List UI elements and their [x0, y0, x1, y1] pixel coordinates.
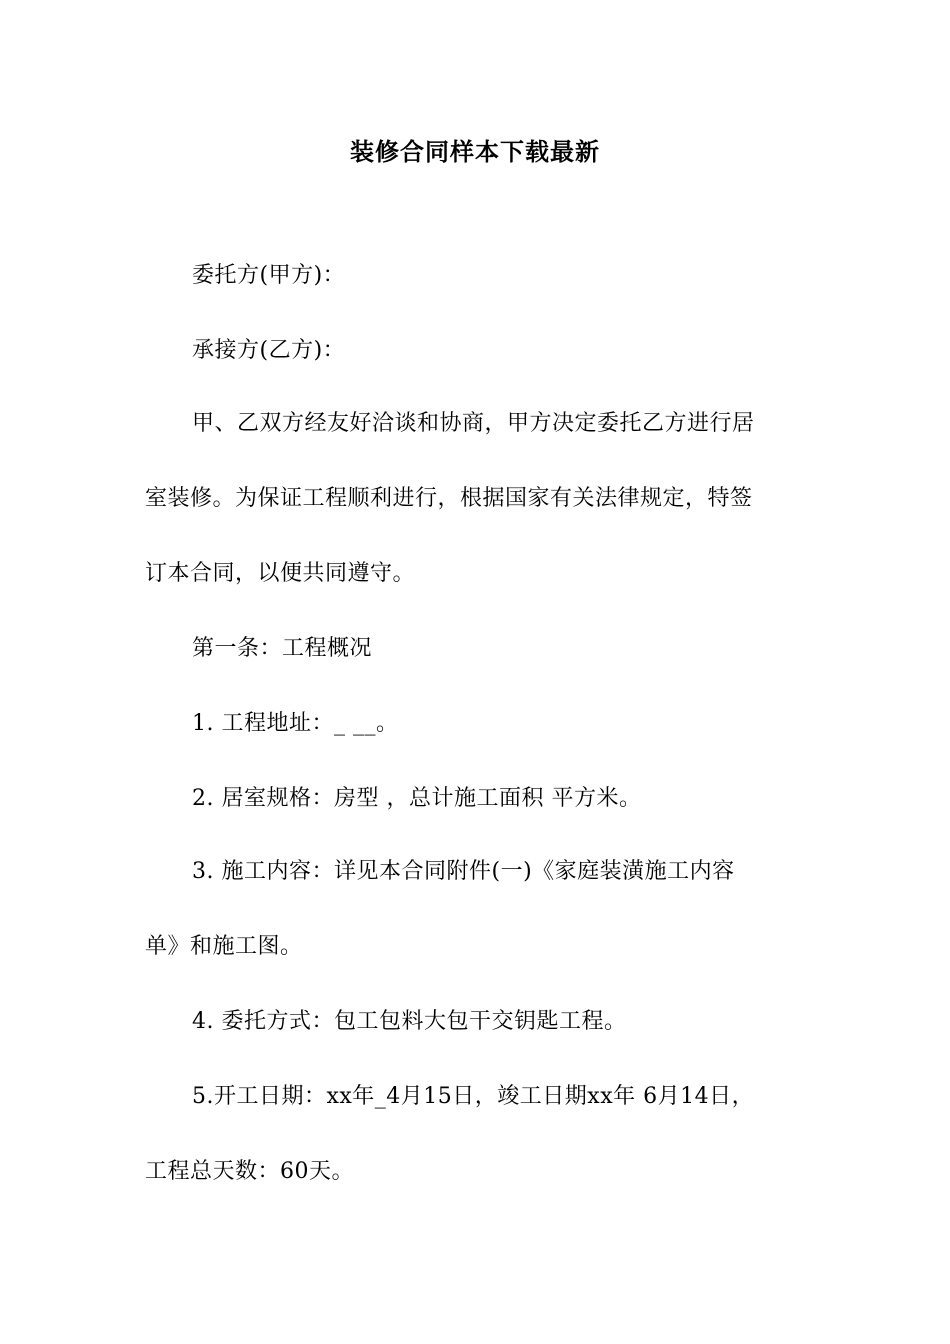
- party-b-line: 承接方(乙方)：: [192, 338, 346, 363]
- paragraph-intro-line-2: 室装修。为保证工程顺利进行，根据国家有关法律规定，特签: [145, 486, 753, 511]
- clause-1-address: 1. 工程地址：_ __。: [192, 711, 399, 736]
- clause-2-room-spec: 2. 居室规格：房型 ，总计施工面积 平方米。: [192, 786, 642, 811]
- party-a-line: 委托方(甲方)：: [192, 263, 346, 288]
- paragraph-intro-line-1: 甲、乙双方经友好洽谈和协商，甲方决定委托乙方进行居: [192, 411, 755, 436]
- clause-4-method: 4. 委托方式：包工包料大包干交钥匙工程。: [192, 1009, 627, 1034]
- article-one-heading: 第一条：工程概况: [192, 636, 373, 661]
- document-title: 装修合同样本下载最新: [350, 137, 600, 166]
- clause-3-content-line-2: 单》和施工图。: [145, 934, 303, 959]
- paragraph-intro-line-3: 订本合同，以便共同遵守。: [145, 561, 416, 586]
- clause-5-dates-line-2: 工程总天数：60天。: [145, 1159, 354, 1184]
- clause-5-dates-line-1: 5.开工日期：xx年_4月15日，竣工日期xx年 6月14日，: [192, 1084, 755, 1109]
- clause-3-content-line-1: 3. 施工内容：详见本合同附件(一)《家庭装潢施工内容: [192, 859, 735, 884]
